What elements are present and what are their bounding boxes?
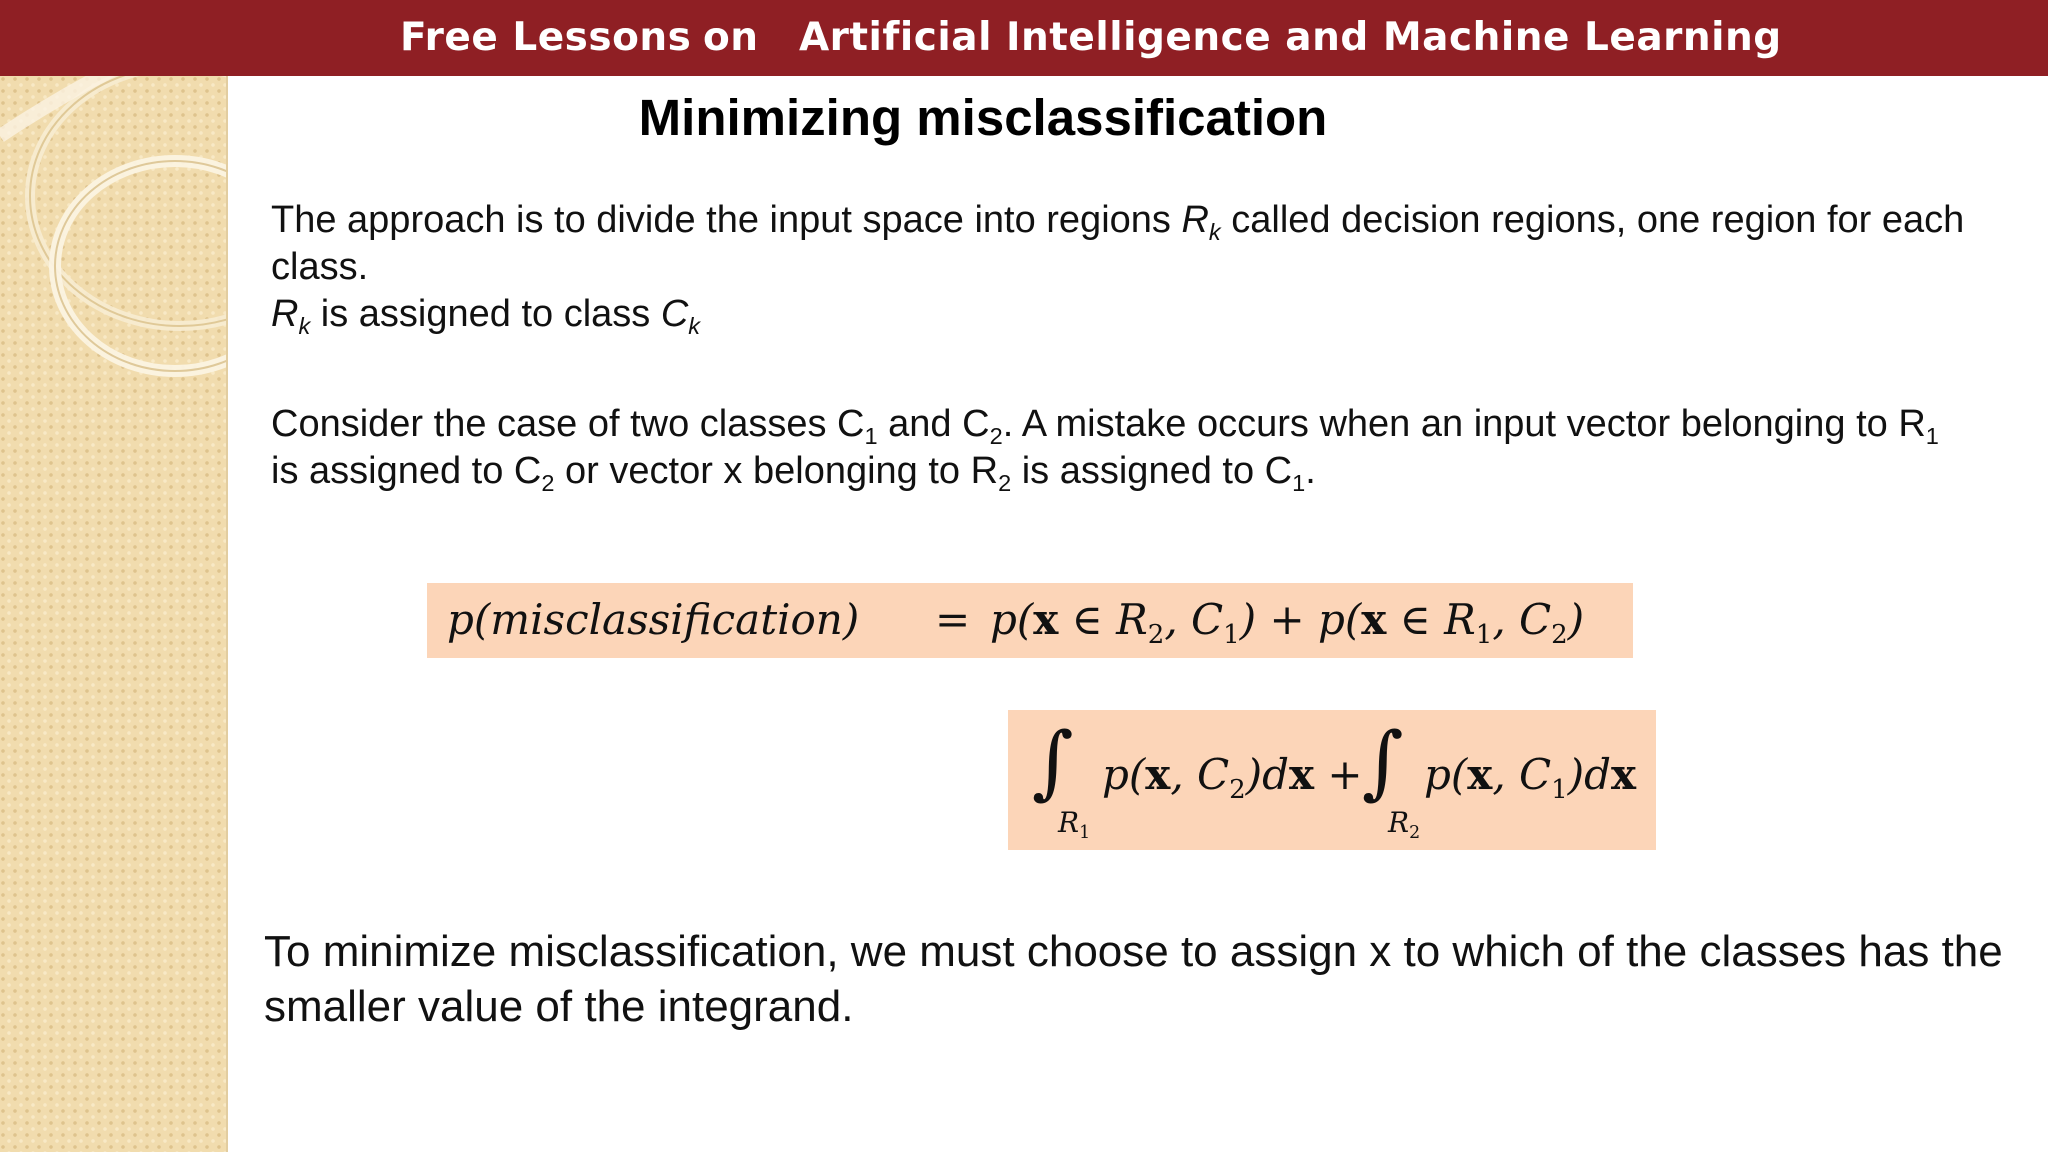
f2-t2idx: 1 xyxy=(1551,775,1568,806)
para1-text-b: called decision regions, one region for each class. xyxy=(271,199,1965,288)
para1-line2-k2: k xyxy=(688,313,701,340)
formula-lhs: p(misclassification) xyxy=(447,595,860,644)
para1-line2-text: is assigned to class xyxy=(310,293,661,335)
f2-sub2: R xyxy=(1388,806,1410,839)
f1-plus: ) + p( xyxy=(1239,595,1362,644)
para2-t1: Consider the case of two classes C xyxy=(271,403,865,445)
header-free-lessons: Free Lessons xyxy=(400,15,692,60)
f2-t1dx: x xyxy=(1289,750,1315,799)
header-course-name: Artificial Intelligence and Machine Learning xyxy=(799,15,1782,60)
f2-t1idx: 2 xyxy=(1229,775,1246,806)
integral-2-lower-bound xyxy=(1388,806,1421,844)
f1-close: ) xyxy=(1567,595,1585,644)
para1-line2-R: R xyxy=(271,293,299,335)
f2-t2dx: x xyxy=(1611,750,1637,799)
paragraph-two-classes xyxy=(271,401,1971,495)
formula-eq-sign: = xyxy=(935,595,971,644)
f1-r1: 1 xyxy=(1475,620,1493,651)
f2-t2b: , C xyxy=(1492,750,1552,799)
f2-t2x: x xyxy=(1467,750,1493,799)
decorative-rings-icon xyxy=(0,76,226,1152)
slide-title: Minimizing misclassification xyxy=(638,89,1328,146)
paragraph-decision-regions xyxy=(271,197,1991,338)
f1-x2: x xyxy=(1361,595,1387,644)
f1-in2: ∈ R xyxy=(1386,595,1476,644)
f1-r2: 2 xyxy=(1147,620,1165,651)
f1-c-a: , C xyxy=(1164,595,1224,644)
para2-t5: or vector x belonging to R xyxy=(554,450,999,492)
para2-s3: 1 xyxy=(1925,423,1939,450)
para1-R: R xyxy=(1181,199,1209,241)
f2-plus: + xyxy=(1314,750,1363,799)
f2-t2c: )d xyxy=(1567,750,1612,799)
para2-t4: is assigned to C xyxy=(271,450,542,492)
header-banner xyxy=(0,0,2048,76)
para2-t7: . xyxy=(1305,450,1316,492)
integral-1-lower-bound xyxy=(1058,806,1091,844)
f1-in1: ∈ R xyxy=(1058,595,1148,644)
f2-t1a: p( xyxy=(1102,750,1146,799)
para1-text-a: The approach is to divide the input space into regions xyxy=(271,199,1182,241)
conclusion-text: To minimize misclassification, we must choose to assign x to which of the classes has the smaller value of the integrand. xyxy=(264,927,2003,1031)
f2-t2a: p( xyxy=(1424,750,1468,799)
f1-c2: 2 xyxy=(1551,620,1568,651)
para2-s2: 2 xyxy=(989,423,1003,450)
para1-line2-k: k xyxy=(298,313,311,340)
integral-symbol-2: ∫ xyxy=(1362,715,1404,808)
formula-rhs xyxy=(990,595,1585,651)
para1-line2-C: C xyxy=(660,293,689,335)
f2-t1c: )d xyxy=(1245,750,1290,799)
para2-t6: is assigned to C xyxy=(1011,450,1293,492)
f1-c-b: , C xyxy=(1492,595,1552,644)
f2-t1b: , C xyxy=(1170,750,1230,799)
f1-rhs-a: p( xyxy=(990,595,1034,644)
para2-t3: . A mistake occurs when an input vector belonging to R xyxy=(1002,403,1926,445)
para2-s4: 2 xyxy=(541,470,555,497)
para1-k: k xyxy=(1208,219,1221,246)
para2-s1: 1 xyxy=(864,423,878,450)
header-on: on xyxy=(703,15,759,60)
f2-sub1-idx: 1 xyxy=(1079,823,1091,844)
f2-sub2-idx: 2 xyxy=(1409,823,1421,844)
integral-2-term xyxy=(1424,750,1637,806)
decorative-sidebar xyxy=(0,76,228,1152)
f2-sub1: R xyxy=(1058,806,1080,839)
integral-1-term xyxy=(1102,750,1363,806)
formula-equals xyxy=(935,595,970,644)
f1-x1: x xyxy=(1033,595,1059,644)
para2-s5: 2 xyxy=(998,470,1012,497)
para2-s6: 1 xyxy=(1292,470,1306,497)
para2-t2: and C xyxy=(877,403,990,445)
f2-t1x: x xyxy=(1145,750,1171,799)
f1-c1: 1 xyxy=(1223,620,1240,651)
integral-symbol-1: ∫ xyxy=(1032,715,1074,808)
